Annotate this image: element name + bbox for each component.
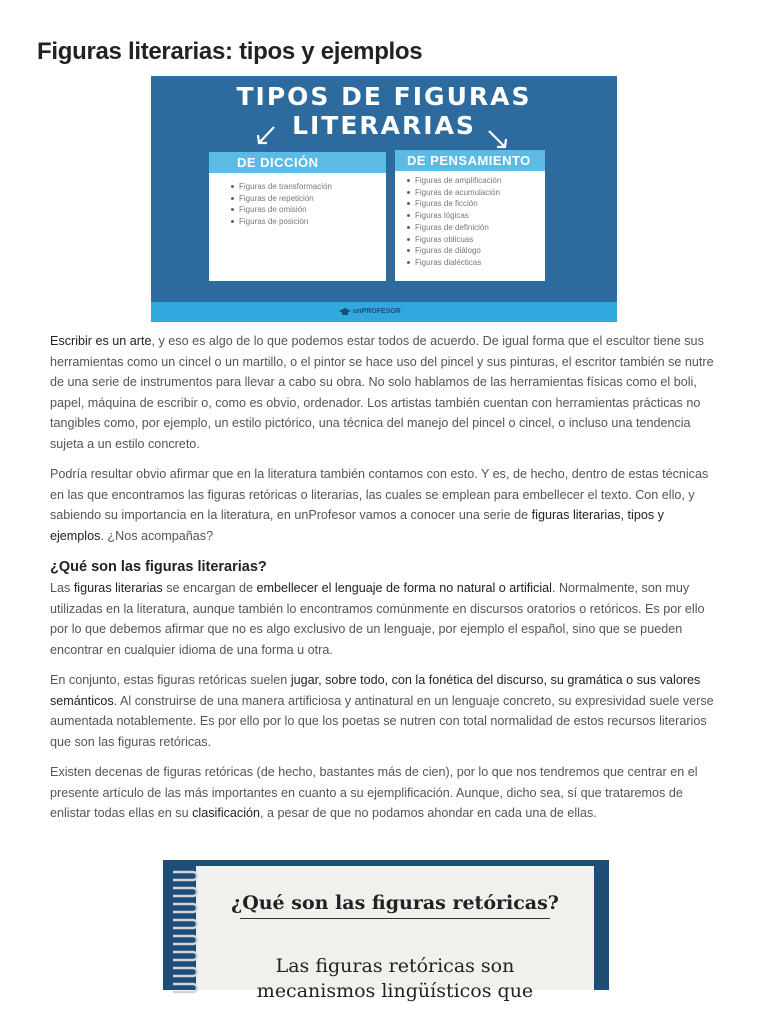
paragraph-text: . Normalmente, son muy utilizadas en la literatura, aunque también lo encontramos comúnmente en discursos oratorios o retóricos. Es por ello por lo que debemos afirmar que no es algo exclusivo de un lenguaje, por ejemplo el español, sino que se pueden encontrar en cualquier idioma de una forma u otra. bbox=[50, 581, 705, 657]
diccion-item: Figuras de transformación bbox=[231, 181, 386, 193]
diccion-item: Figuras de repetición bbox=[231, 193, 386, 205]
paragraph-text: Podría resultar obvio afirmar que en la literatura también contamos con esto. Y es, de hecho, dentro de estas técnicas en las que encontramos las figuras retóricas o literarias, las cuales se emplean para embellecer el texto. Con ello, y sabiendo su importancia en la literatura, en unProfesor vamos a conocer una serie de bbox=[50, 467, 709, 522]
pensamiento-header: DE PENSAMIENTO bbox=[395, 150, 545, 171]
infographic-footer bbox=[151, 302, 617, 322]
page-title: Figuras literarias: tipos y ejemplos bbox=[37, 38, 423, 65]
paragraph-text: En conjunto, estas figuras retóricas suelen bbox=[50, 673, 291, 687]
paragraph-text: , y eso es algo de lo que podemos estar todos de acuerdo. De igual forma que el escultor tiene sus herramientas como un cincel o un martillo, o el pintor se hace uso del pincel y sus pinturas, el escritor también se nutre de una serie de instrumentos para llevar a cabo su obra. No solo hablamos de las herramientas físicas como el boli, papel, máquina de escribir o, como es obvio, ordenador. Los artistas también cuentan con herramientas prácticas no tangibles como, por ejemplo, un estilo pictórico, una técnica del manejo del pincel o cincel, o incluso una tendencia sujeta a un estilo concreto. bbox=[50, 334, 714, 451]
paragraph-tecnicas bbox=[50, 464, 720, 546]
link-embellecer-lenguaje[interactable]: embellecer el lenguaje de forma no natural o artificial bbox=[256, 581, 552, 595]
notebook-image bbox=[163, 860, 609, 1002]
notebook-underline bbox=[240, 918, 550, 919]
article-body bbox=[50, 331, 720, 834]
pensamiento-item: Figuras de amplificación bbox=[407, 175, 545, 187]
link-fonetica-discurso[interactable]: jugar, sobre todo, con la fonética del discurso, su gramática o sus valores semánticos bbox=[50, 673, 701, 708]
notebook-body bbox=[196, 954, 594, 1004]
diccion-item: Figuras de omisión bbox=[231, 204, 386, 216]
link-figuras-tipos-ejemplos[interactable]: figuras literarias, tipos y ejemplos bbox=[50, 508, 664, 543]
paragraph-text: Existen decenas de figuras retóricas (de hecho, bastantes más de cien), por lo que nos tendremos que centrar en el presente artículo de las más importantes en cuanto a su ejemplificación. Aunque, dicho sea, sí que trataremos de enlistar todas ellas en su bbox=[50, 765, 698, 820]
paragraph-conjunto bbox=[50, 670, 720, 752]
figuras-infographic bbox=[151, 76, 617, 322]
graduation-cap-icon bbox=[339, 307, 351, 317]
pensamiento-item: Figuras de diálogo bbox=[407, 245, 545, 257]
pensamiento-item: Figuras de definición bbox=[407, 222, 545, 234]
diccion-item: Figuras de posición bbox=[231, 216, 386, 228]
paragraph-text: . ¿Nos acompañas? bbox=[100, 528, 214, 543]
paragraph-text: . Al construirse de una manera artificiosa y antinatural en un lenguaje concreto, su expresividad suele verse aumentada notablemente. Es por ello por lo que los poetas se nutren con total normalidad de estos recursos literarios que son las figuras retóricas. bbox=[50, 693, 714, 749]
paragraph-text: , a pesar de que no podamos ahondar en cada una de ellas. bbox=[260, 806, 597, 820]
section-heading: ¿Qué son las figuras literarias? bbox=[50, 559, 267, 575]
diccion-list bbox=[209, 181, 386, 228]
notebook-question: ¿Qué son las figuras retóricas? bbox=[231, 892, 559, 914]
link-clasificacion[interactable]: clasificación bbox=[192, 806, 261, 820]
arrow-left-icon bbox=[254, 124, 278, 148]
link-escribir-es-un-arte[interactable]: Escribir es un arte bbox=[50, 334, 152, 348]
diccion-header: DE DICCIÓN bbox=[209, 152, 386, 173]
infographic-title-line1: TIPOS DE FIGURAS bbox=[236, 82, 532, 111]
notebook-paper bbox=[196, 866, 594, 1002]
arrow-right-icon bbox=[486, 128, 510, 152]
pensamiento-list bbox=[395, 175, 545, 269]
pensamiento-box bbox=[395, 150, 545, 281]
notebook-line: mecanismos lingüísticos que bbox=[256, 980, 534, 1002]
paragraph-text: se encargan de bbox=[162, 581, 257, 595]
brand-logo-text: unPROFESOR bbox=[353, 308, 401, 315]
diccion-box bbox=[209, 152, 386, 281]
pensamiento-item: Figuras lógicas bbox=[407, 210, 545, 222]
pensamiento-item: Figuras oblicuas bbox=[407, 234, 545, 246]
spiral-binding-icon bbox=[169, 866, 203, 990]
pensamiento-item: Figuras de acumulación bbox=[407, 187, 545, 199]
paragraph-text: Las bbox=[50, 581, 74, 595]
paragraph-intro bbox=[50, 331, 720, 454]
notebook-line: Las figuras retóricas son bbox=[275, 955, 515, 977]
link-figuras-literarias[interactable]: figuras literarias bbox=[73, 581, 163, 595]
pensamiento-item: Figuras de ficción bbox=[407, 198, 545, 210]
paragraph-decenas bbox=[50, 762, 720, 824]
infographic-title-line2: LITERARIAS bbox=[292, 111, 476, 140]
paragraph-definicion bbox=[50, 578, 720, 660]
pensamiento-item: Figuras dialécticas bbox=[407, 257, 545, 269]
